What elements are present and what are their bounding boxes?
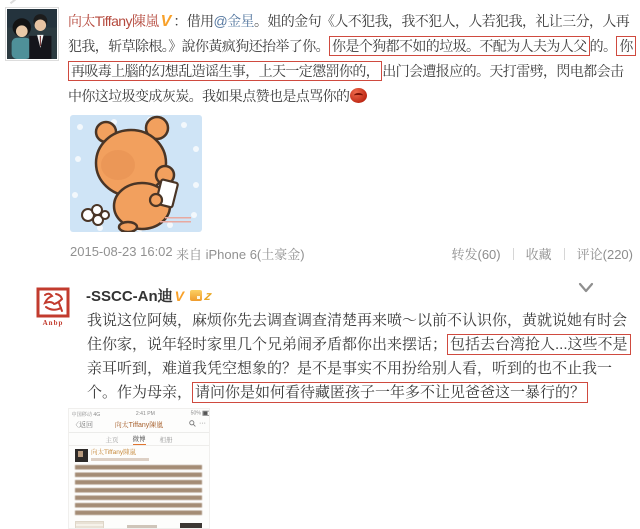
chevron-down-icon[interactable] [576, 281, 596, 295]
tab-album: 相册 [159, 436, 173, 444]
battery-icon [203, 411, 210, 416]
text-segment: 亲耳听到，难道我凭空想象的？是不是事实不用扮给别人看，听到的也不止我一个。作为母亲， [87, 360, 613, 401]
bear-illustration [70, 115, 202, 232]
action-divider [564, 248, 565, 260]
screenshot-post-avatar [75, 449, 88, 462]
tab-home: 主页 [105, 436, 119, 444]
back-button-label: 〈返回 [72, 422, 93, 429]
battery-label: 50% [191, 411, 210, 417]
screenshot-thumb-left [75, 521, 104, 529]
post-author-avatar[interactable] [5, 7, 59, 61]
crop-artifact [10, 0, 22, 4]
annotated-text: 你再吸毒上腦的幻想乱造谣生事，上天一定懲罰你的， [68, 36, 636, 81]
annotated-text: 请问你是如何看待藏匿孩子一年多不让见爸爸这一暴行的？ [192, 382, 588, 403]
comment-author-row [86, 285, 212, 306]
verified-badge-icon: V [174, 287, 185, 304]
text-segment: 借用 [186, 13, 214, 29]
screenshot-navbar [69, 419, 209, 433]
verified-badge-icon: V [160, 13, 172, 30]
angry-face-emoji-icon [350, 88, 367, 103]
tab-weibo: 微博 [132, 435, 146, 443]
screenshot-post-author: 向太Tiffany陳嵐 [91, 449, 137, 456]
search-icon [189, 420, 196, 427]
comment-author-avatar[interactable] [33, 287, 73, 327]
text-segment: 。姐的金句《人不犯我，我不犯人，人若犯我，礼让三分，人再犯我，斩草除根。》說你黃疯狗还抬举了你。 [68, 13, 630, 54]
text-segment: 出门会遭报应的。天打雷劈，閃电都会击中你这垃圾变成灰炭。我如果点赞也是点骂你的 [68, 63, 624, 104]
clock-label: 2:41 PM [135, 411, 155, 417]
annotated-text: 包括去台湾抢人...这些不是 [447, 334, 631, 355]
mention-link[interactable]: @金星 [213, 13, 254, 29]
carrier-label: 中国移动 4G [71, 412, 101, 418]
embedded-screenshot-image[interactable] [68, 408, 210, 529]
screenshot-blurred-text [75, 465, 202, 518]
text-segment: 我说这位阿姨，麻烦你先去调查调查清楚再来喷～以前不认识你，黄就说她有时会住你家，说年轻时家里几个兄弟闹矛盾都你出来摆话； [87, 312, 628, 353]
post-timestamp: 2015-08-23 16:02 [70, 244, 173, 259]
post-source: 来自 iPhone 6(土豪金) [176, 247, 305, 262]
action-divider [513, 248, 514, 260]
screenshot-page-title: 向太Tiffany陳嵐 [114, 422, 164, 429]
screenshot-post [69, 446, 209, 529]
couple-photo [7, 9, 57, 59]
name-separator: ： [173, 13, 187, 29]
comment-text [87, 309, 633, 405]
annotated-text: 你是个狗都不如的垃圾。不配为人夫为人父 [329, 36, 590, 56]
comment-author-name[interactable]: -SSCC-An迪 [86, 288, 173, 305]
more-icon: ··· [199, 420, 206, 427]
favorite-button[interactable]: 收藏 [525, 247, 552, 262]
screenshot-thumb-middle [127, 525, 157, 529]
screenshot-post-meta-bar [91, 458, 149, 461]
seal-stamp-icon [36, 287, 70, 318]
screenshot-thumbnails [75, 521, 202, 529]
repost-button[interactable]: 转发(60) [451, 247, 501, 262]
post-meta-row [68, 244, 635, 262]
post-author-name[interactable]: 向太Tiffany陳嵐 [68, 13, 159, 29]
screenshot-statusbar [69, 409, 210, 418]
post-action-bar [452, 244, 634, 263]
comment-button[interactable]: 评论(220) [576, 247, 633, 262]
post-content [68, 9, 636, 109]
screenshot-tabs [69, 433, 209, 446]
gold-swoosh-icon: z [203, 288, 214, 303]
text-segment: 的。 [589, 38, 617, 54]
screenshot-thumb-right [180, 523, 202, 529]
gold-medal-icon [190, 290, 202, 301]
bear-sticker-image[interactable] [70, 115, 202, 232]
avatar-caption: Anbp [42, 319, 64, 327]
